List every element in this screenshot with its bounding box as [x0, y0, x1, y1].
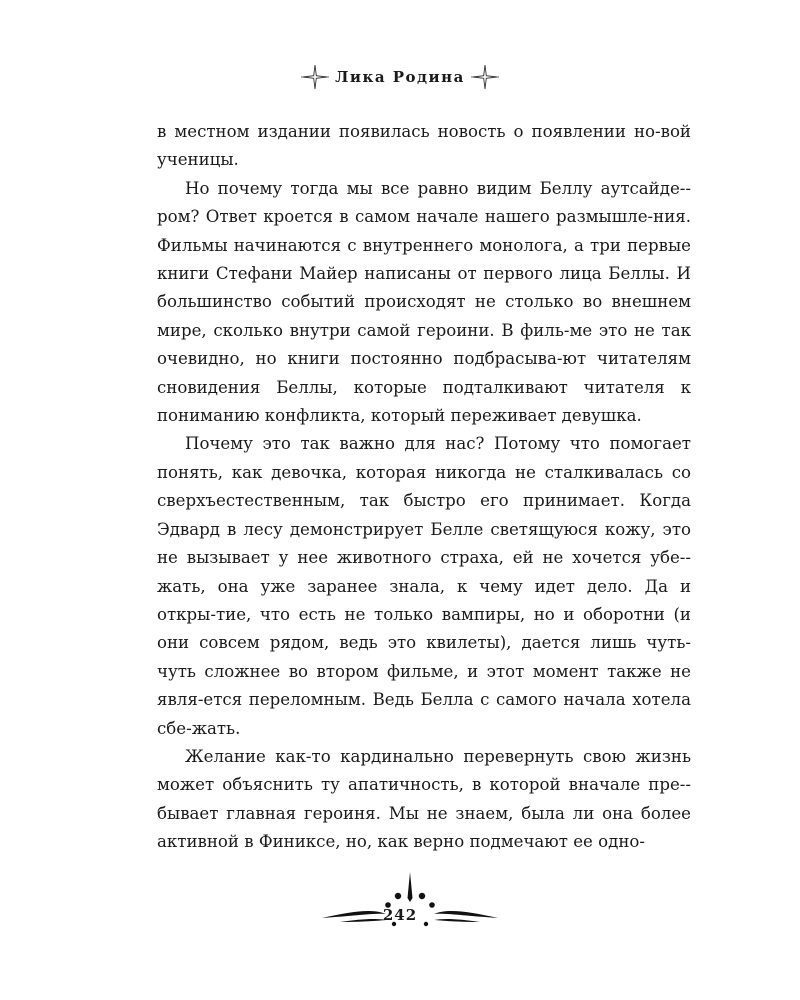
- page-footer: [0, 872, 800, 932]
- star-ornament-left-icon: [301, 62, 329, 92]
- body-text: [157, 118, 691, 857]
- paragraph-2: Но почему тогда мы все равно видим Беллу аутсайде-ром? Ответ кроется в самом начале нашего размышле-ния. Фильмы начинаются с внутреннего монолога, а три первые книги Стефани Майер написаны от первого лица Беллы. И большинство событий происходят не столько во внешнем мире, сколько внутри самой героини. В филь-ме это не так очевидно, но книги постоянно подбрасыва-ют читателям сновидения Беллы, которые подталкивают читателя к пониманию конфликта, который переживает девушка.: [157, 178, 691, 426]
- page-number: 242: [382, 906, 418, 924]
- running-header: [0, 62, 800, 92]
- paragraph-4: Желание как-то кардинально перевернуть свою жизнь может объяснить ту апатичность, в которой вначале пре-бывает главная героиня. Мы не знаем, была ли она более активной в Финиксе, но, как верно подмечают ее одно-: [157, 746, 691, 852]
- paragraph-1: в местном издании появилась новость о появлении но-вой ученицы.: [157, 122, 691, 170]
- star-ornament-right-icon: [471, 62, 499, 92]
- paragraph-3: Почему это так важно для нас? Потому что помогает понять, как девочка, которая никогда не сталкивалась со сверхъестественным, так быстро его принимает. Когда Эдвард в лесу демонстрирует Белле светящуюся кожу, это не вызывает у нее животного страха, ей не хочется убе-жать, она уже заранее знала, к чему идет дело. Да и откры-тие, что есть не только вампиры, но и оборотни (и они совсем рядом, ведь это квилеты), дается лишь чуть-чуть сложнее во втором фильме, и этот момент также не явля-ется переломным. Ведь Белла с самого начала хотела сбе-жать.: [157, 434, 691, 738]
- header-author-name: Лика Родина: [335, 68, 465, 86]
